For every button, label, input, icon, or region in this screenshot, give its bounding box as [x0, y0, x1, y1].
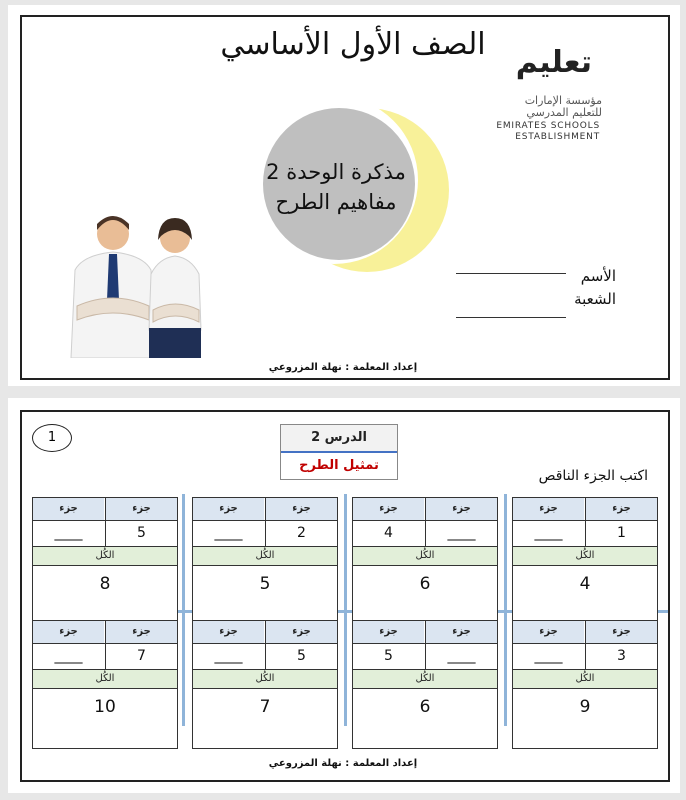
- whole-value: 10: [94, 697, 116, 717]
- section-field[interactable]: [456, 317, 566, 318]
- part-right-answer[interactable]: ____: [425, 521, 497, 546]
- part-left-answer[interactable]: ____: [534, 648, 563, 664]
- logo-arabic-line-1: مؤسسة الإمارات: [524, 94, 602, 107]
- whole-value: 4: [579, 574, 591, 594]
- worksheet-page: [8, 398, 680, 793]
- cover-page: [8, 5, 680, 386]
- whole-header: الكُل: [513, 669, 657, 689]
- part-whole-model: [192, 497, 338, 626]
- unit-heading: [248, 157, 424, 217]
- students-illustration: [63, 210, 218, 358]
- section-label: الشعبة: [574, 290, 616, 308]
- part-right-value: 1: [585, 521, 657, 546]
- part-whole-model: [352, 620, 498, 749]
- lesson-name: تمثيل الطرح: [299, 458, 379, 473]
- whole-value: 8: [99, 574, 111, 594]
- part-header: جزء: [353, 498, 424, 520]
- grid-separator-vertical: [344, 494, 347, 726]
- whole-value: 7: [259, 697, 271, 717]
- part-header: جزء: [513, 498, 584, 520]
- part-header: جزء: [265, 498, 337, 520]
- logo-english-line-2: ESTABLISHMENT: [515, 132, 600, 142]
- whole-header: الكُل: [193, 669, 337, 689]
- unit-subtitle: مفاهيم الطرح: [275, 190, 397, 214]
- part-header: جزء: [353, 621, 424, 643]
- part-left-answer[interactable]: ____: [534, 525, 563, 541]
- part-whole-model: [32, 620, 178, 749]
- part-header: جزء: [585, 621, 657, 643]
- part-right-value: 5: [105, 521, 177, 546]
- page-number-badge: 1: [32, 424, 72, 452]
- part-right-answer[interactable]: ____: [425, 644, 497, 669]
- part-whole-model: [512, 497, 658, 626]
- part-whole-model: [32, 497, 178, 626]
- lesson-header: [280, 424, 398, 480]
- part-header: جزء: [585, 498, 657, 520]
- teacher-credit: إعداد المعلمة : نهلة المزروعي: [268, 362, 418, 373]
- part-header: جزء: [33, 621, 104, 643]
- whole-header: الكُل: [33, 546, 177, 566]
- part-left-value: 4: [384, 525, 393, 541]
- part-right-value: 3: [585, 644, 657, 669]
- part-right-value: 5: [265, 644, 337, 669]
- logo-english-line-1: EMIRATES SCHOOLS: [496, 121, 600, 131]
- part-whole-model: [512, 620, 658, 749]
- taaleem-logo: تعليم: [515, 45, 592, 80]
- part-left-answer[interactable]: ____: [54, 648, 83, 664]
- whole-header: الكُل: [513, 546, 657, 566]
- part-header: جزء: [193, 621, 264, 643]
- grade-title: الصف الأول الأساسي: [220, 27, 486, 62]
- part-header: جزء: [193, 498, 264, 520]
- whole-header: الكُل: [193, 546, 337, 566]
- whole-value: 6: [419, 574, 431, 594]
- whole-value: 6: [419, 697, 431, 717]
- part-header: جزء: [265, 621, 337, 643]
- teacher-credit: إعداد المعلمة : نهلة المزروعي: [268, 758, 418, 769]
- grid-separator-vertical: [182, 494, 185, 726]
- grid-separator-vertical: [504, 494, 507, 726]
- logo-arabic-line-2: للتعليم المدرسي: [526, 106, 602, 119]
- part-left-answer[interactable]: ____: [214, 525, 243, 541]
- part-left-value: 5: [384, 648, 393, 664]
- whole-value: 5: [259, 574, 271, 594]
- part-header: جزء: [513, 621, 584, 643]
- part-header: جزء: [425, 498, 497, 520]
- whole-header: الكُل: [33, 669, 177, 689]
- part-header: جزء: [425, 621, 497, 643]
- part-header: جزء: [105, 621, 177, 643]
- whole-header: الكُل: [353, 546, 497, 566]
- whole-header: الكُل: [353, 669, 497, 689]
- lesson-number: الدرس 2: [281, 425, 397, 453]
- part-left-answer[interactable]: ____: [54, 525, 83, 541]
- unit-title: مذكرة الوحدة 2: [266, 160, 406, 184]
- part-whole-model: [192, 620, 338, 749]
- name-field[interactable]: [456, 273, 566, 274]
- instruction-text: اكتب الجزء الناقص: [538, 468, 648, 484]
- whole-value: 9: [579, 697, 591, 717]
- part-header: جزء: [105, 498, 177, 520]
- part-right-value: 2: [265, 521, 337, 546]
- part-whole-model: [352, 497, 498, 626]
- part-right-value: 7: [105, 644, 177, 669]
- part-left-answer[interactable]: ____: [214, 648, 243, 664]
- logo-english-name: [488, 121, 600, 143]
- name-label: الأسم: [580, 267, 616, 285]
- logo-arabic-name: [492, 95, 602, 119]
- part-header: جزء: [33, 498, 104, 520]
